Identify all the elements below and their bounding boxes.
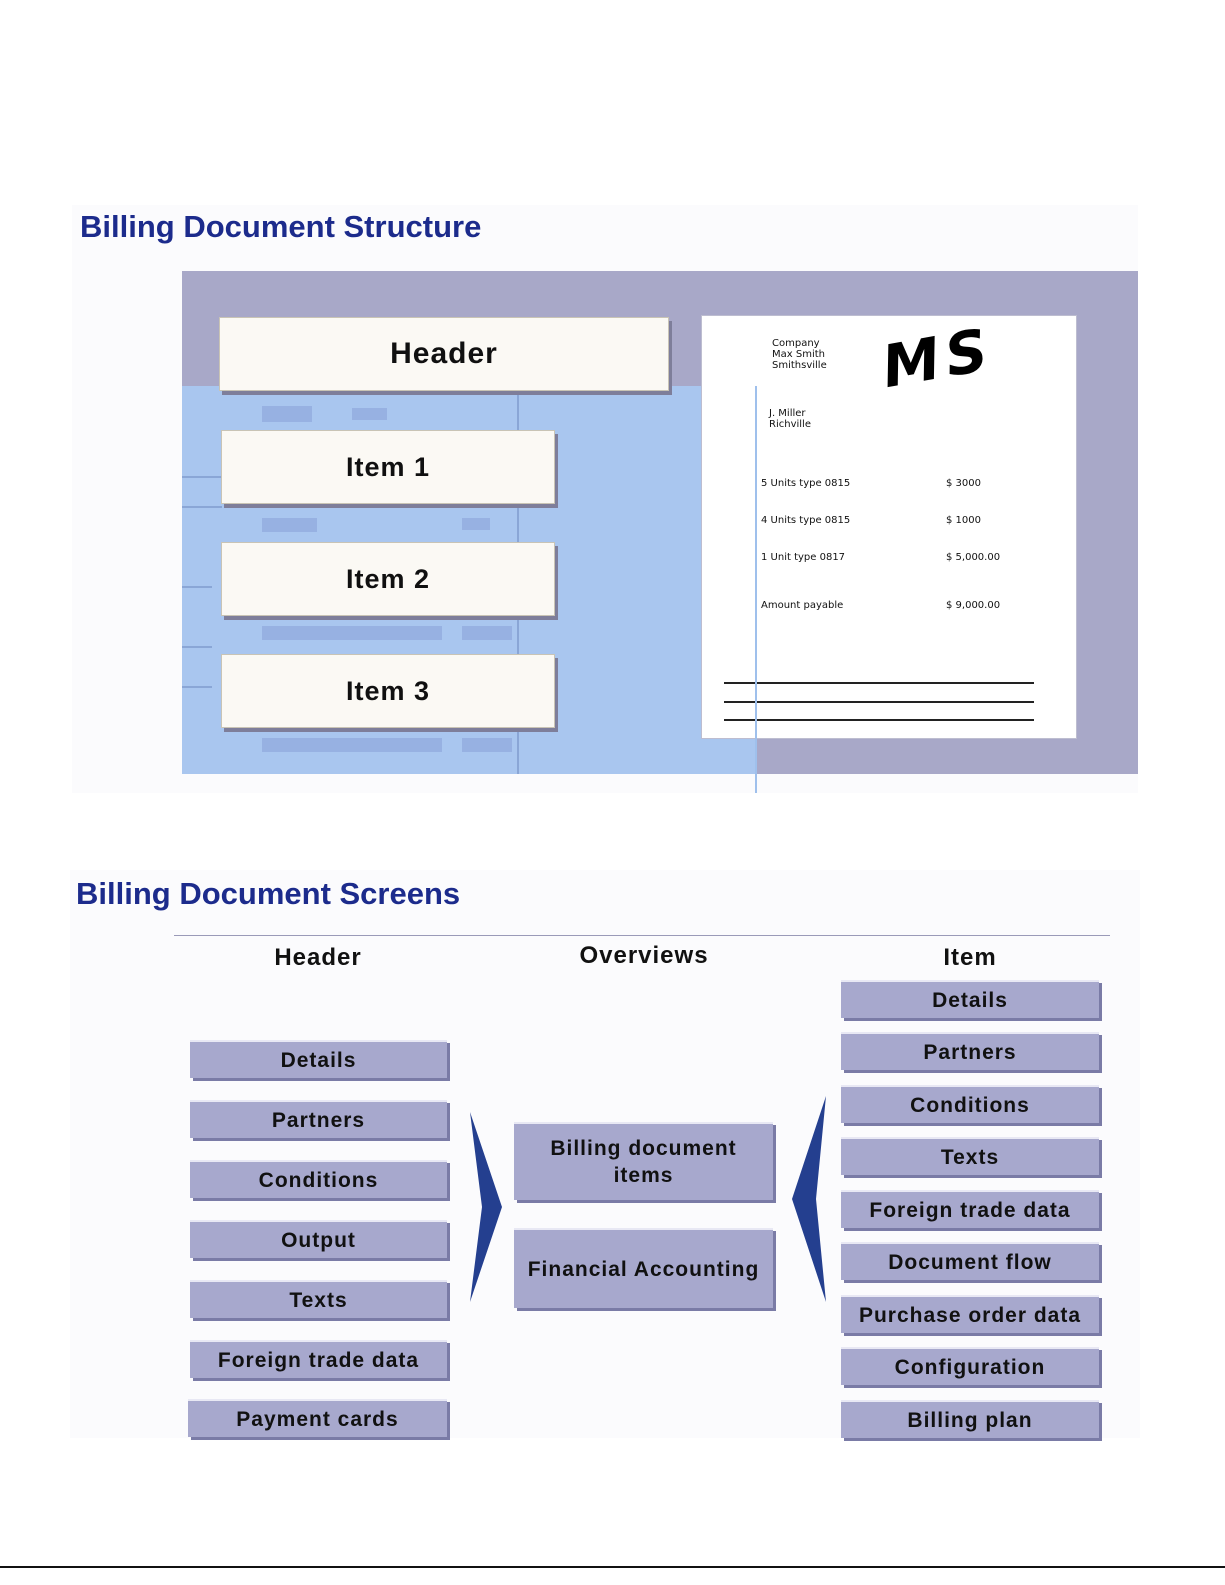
item-box-2: Item 2 [221,542,555,616]
item-configuration-button[interactable]: Configuration [841,1347,1099,1385]
panel-divider [755,386,757,793]
recipient-city: Richville [769,419,811,430]
column-header-rule [174,935,1110,936]
sender-city: Smithsville [772,360,827,371]
invoice-line-desc: 5 Units type 0815 [761,478,851,489]
company-logo: MS [876,314,999,402]
header-output-button[interactable]: Output [190,1220,447,1258]
item-purchase-order-button[interactable]: Purchase order data [841,1295,1099,1333]
header-texts-button[interactable]: Texts [190,1280,447,1318]
signature-line [724,701,1034,703]
invoice-document [701,315,1077,739]
item-document-flow-button[interactable]: Document flow [841,1242,1099,1280]
invoice-line-amount: $ 3000 [946,478,981,489]
arrow-left-icon [792,1096,826,1302]
billing-screens-section [70,870,1140,1438]
invoice-line-desc: 4 Units type 0815 [761,515,851,526]
invoice-total-label: Amount payable [761,600,844,611]
signature-line [724,682,1034,684]
header-box: Header [219,317,669,391]
column-header-header: Header [274,944,362,971]
item-foreign-trade-button[interactable]: Foreign trade data [841,1190,1099,1228]
invoice-line-desc: 1 Unit type 0817 [761,552,846,563]
billing-structure-section [72,205,1138,793]
header-payment-cards-button[interactable]: Payment cards [188,1399,447,1437]
sender-company: Company [772,338,820,349]
item-conditions-button[interactable]: Conditions [841,1085,1099,1123]
header-foreign-trade-button[interactable]: Foreign trade data [190,1340,447,1378]
structure-title: Billing Document Structure [80,209,482,244]
recipient-name: J. Miller [769,408,806,419]
item-box-1: Item 1 [221,430,555,504]
item-partners-button[interactable]: Partners [841,1032,1099,1070]
page-bottom-rule [0,1566,1225,1568]
header-conditions-button[interactable]: Conditions [190,1160,447,1198]
item-billing-plan-button[interactable]: Billing plan [841,1400,1099,1438]
column-header-overviews: Overviews [579,942,709,969]
arrow-right-icon [470,1112,502,1302]
header-partners-button[interactable]: Partners [190,1100,447,1138]
sender-name: Max Smith [772,349,825,360]
item-texts-button[interactable]: Texts [841,1137,1099,1175]
item-details-button[interactable]: Details [841,980,1099,1018]
column-header-item: Item [943,944,997,971]
item-box-3: Item 3 [221,654,555,728]
signature-line [724,719,1034,721]
invoice-line-amount: $ 1000 [946,515,981,526]
overview-financial-accounting-button[interactable]: Financial Accounting [514,1228,773,1308]
invoice-line-amount: $ 5,000.00 [946,552,1001,563]
invoice-total-amount: $ 9,000.00 [946,600,1001,611]
overview-billing-items-button[interactable]: Billing document items [514,1122,773,1200]
screens-title: Billing Document Screens [76,876,461,911]
header-details-button[interactable]: Details [190,1040,447,1078]
